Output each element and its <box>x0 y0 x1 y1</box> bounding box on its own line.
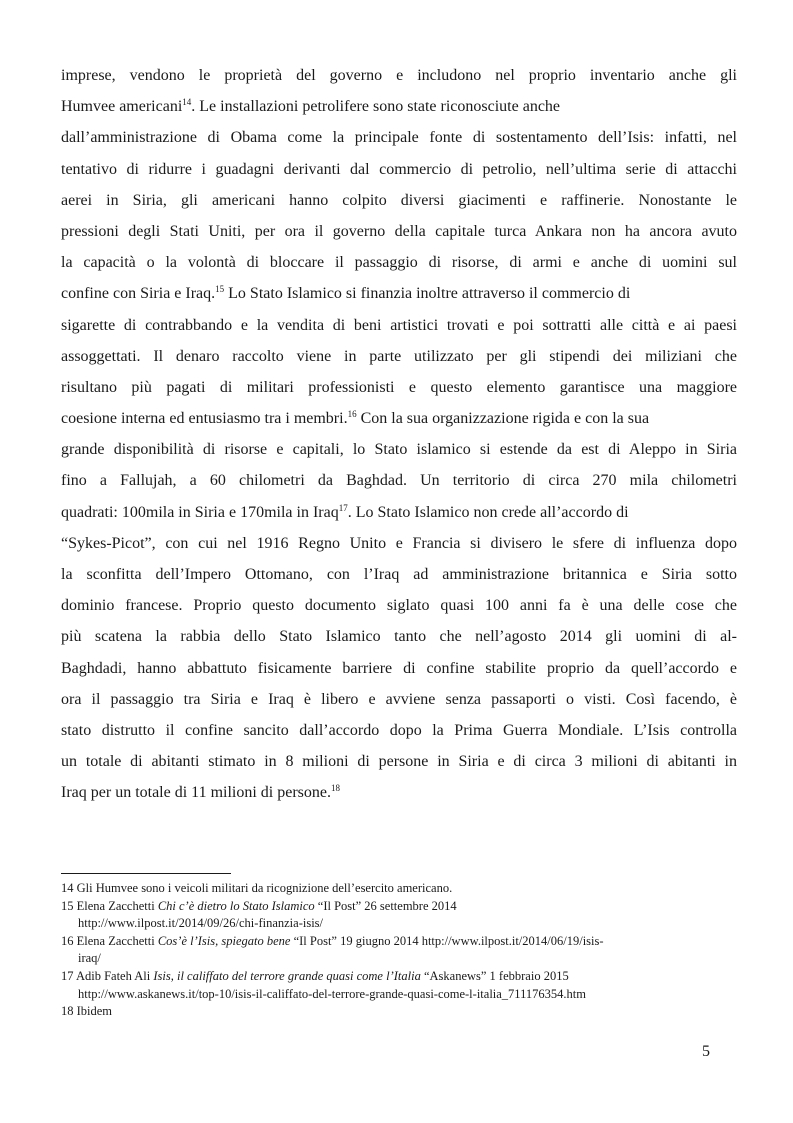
footnote-title: Chi c’è dietro lo Stato Islamico <box>157 898 315 913</box>
footnote-ref-16[interactable]: 16 <box>347 409 357 420</box>
footnote-text: Ibidem <box>76 1004 113 1019</box>
body-line: sigarette di contrabbando e la vendita di beni artistici trovati e poi sottratti alle città e ai paesi <box>61 316 737 334</box>
body-line: grande disponibilità di risorse e capitali, lo Stato islamico si estende da est di Aleppo in Siria <box>61 441 737 459</box>
footnote-url-link[interactable]: iraq/ <box>78 951 101 966</box>
body-line: fino a Fallujah, a 60 chilometri da Baghdad. Un territorio di circa 270 mila chilometri <box>61 472 737 490</box>
footnote-source: “Il Post” 26 settembre 2014 <box>317 898 457 913</box>
body-line-text: . Lo Stato Islamico non crede all’accordo di <box>347 503 629 521</box>
body-line: un totale di abitanti stimato in 8 milioni di persone in Siria e di circa 3 milioni di abitanti in <box>61 753 737 771</box>
footnote-16 <box>61 933 751 968</box>
body-line: aerei in Siria, gli americani hanno colpito diversi giacimenti e raffinerie. Nonostante le <box>61 191 737 209</box>
footnote-separator <box>61 873 231 874</box>
body-line: più scatena la rabbia dello Stato Islamico tanto che nell’agosto 2014 gli uomini di al- <box>61 628 737 646</box>
footnote-line <box>61 968 751 986</box>
body-line-text: Iraq per un totale di 11 milioni di persone. <box>61 784 332 802</box>
body-line: ora il passaggio tra Siria e Iraq è libero e avviene senza passaporti o visti. Così facendo, è <box>61 690 737 708</box>
footnote-line <box>61 898 751 916</box>
footnote-number: 15 <box>61 898 74 913</box>
body-line-text: quadrati: 100mila in Siria e 170mila in Iraq <box>61 503 339 521</box>
footnote-ref-15[interactable]: 15 <box>215 284 225 295</box>
body-line: imprese, vendono le proprietà del governo e includono nel proprio inventario anche gli <box>61 67 737 84</box>
body-line <box>61 497 737 528</box>
body-line: tentativo di ridurre i guadagni derivanti dal commercio di petrolio, nell’ultima serie di attacchi <box>61 160 737 178</box>
body-line: pressioni degli Stati Uniti, per ora il governo della capitale turca Ankara non ha ancora avuto <box>61 222 737 240</box>
footnote-author: Elena Zacchetti <box>76 933 155 948</box>
body-line-text: Con la sua organizzazione rigida e con la sua <box>356 410 650 428</box>
body-line: la sconfitta dell’Impero Ottomano, con l’Iraq ad amministrazione britannica e Siria sotto <box>61 566 737 583</box>
body-line: dall’amministrazione di Obama come la principale fonte di sostentamento dell’Isis: infatti, nel <box>61 129 737 147</box>
footnote-text: Gli Humvee sono i veicoli militari da ricognizione dell’esercito americano. <box>76 881 453 895</box>
footnote-ref-14[interactable]: 14 <box>182 97 192 108</box>
footnote-url-link[interactable]: http://www.askanews.it/top-10/isis-il-califfato-del-terrore-grande-quasi-come-l-italia_711176354.htm <box>78 986 586 1001</box>
footnote-source: “Askanews” 1 febbraio 2015 <box>423 968 569 983</box>
footnote-number: 17 <box>61 968 74 983</box>
body-line-text: coesione interna ed entusiasmo tra i membri. <box>61 410 348 428</box>
body-line: assoggettati. Il denaro raccolto viene in parte utilizzato per gli stipendi dei miliziani che <box>61 347 737 365</box>
footnote-18 <box>61 1003 751 1021</box>
footnote-line <box>61 933 751 951</box>
page-number: 5 <box>702 1043 710 1060</box>
body-line: stato distrutto il confine sancito dall’accordo dopo la Prima Guerra Mondiale. L’Isis controlla <box>61 721 737 739</box>
body-line: Baghdadi, hanno abbattuto fisicamente barriere di confine stabilite proprio da quell’accordo e <box>61 659 737 677</box>
footnote-17 <box>61 968 751 1003</box>
footnote-url-link[interactable]: http://www.ilpost.it/2014/09/26/chi-finanzia-isis/ <box>78 916 324 931</box>
body-line <box>61 91 737 122</box>
footnote-number: 18 <box>61 1004 74 1019</box>
footnote-number: 16 <box>61 933 74 948</box>
body-line <box>61 403 737 434</box>
footnotes <box>61 880 751 1021</box>
body-line-text: . Le installazioni petrolifere sono state riconosciute anche <box>191 98 561 116</box>
body-line-text: Lo Stato Islamico si finanzia inoltre attraverso il commercio di <box>224 285 631 303</box>
footnote-ref-18[interactable]: 18 <box>331 783 341 794</box>
body-line-text: confine con Siria e Iraq. <box>61 285 216 303</box>
footnote-15 <box>61 898 751 933</box>
body-line-text: Humvee americani <box>61 98 183 116</box>
footnote-source[interactable]: “Il Post” 19 giugno 2014 http://www.ilpost.it/2014/06/19/isis- <box>293 933 604 948</box>
footnote-title: Cos’è l’Isis, spiegato bene <box>157 933 291 948</box>
body-line: la capacità o la volontà di bloccare il passaggio di risorse, di armi e anche di uomini sul <box>61 254 737 272</box>
footnote-author: Elena Zacchetti <box>76 898 155 913</box>
body-line: dominio francese. Proprio questo documento siglato quasi 100 anni fa è una delle cose che <box>61 597 737 615</box>
footnote-title: Isis, il califfato del terrore grande quasi come l’Italia <box>153 968 421 983</box>
body-line <box>61 777 737 808</box>
body-line <box>61 278 737 309</box>
body-line: “Sykes-Picot”, con cui nel 1916 Regno Unito e Francia si divisero le sfere di influenza dopo <box>61 534 737 552</box>
body-paragraph <box>61 60 737 809</box>
footnote-number: 14 <box>61 881 74 895</box>
footnote-line <box>61 1003 751 1021</box>
footnote-14 <box>61 880 751 898</box>
footnote-author: Adib Fateh Ali <box>75 968 151 983</box>
body-line: risultano più pagati di militari professionisti e questo elemento garantisce una maggiore <box>61 378 737 396</box>
footnote-line <box>61 880 751 898</box>
footnote-ref-17[interactable]: 17 <box>338 502 348 513</box>
